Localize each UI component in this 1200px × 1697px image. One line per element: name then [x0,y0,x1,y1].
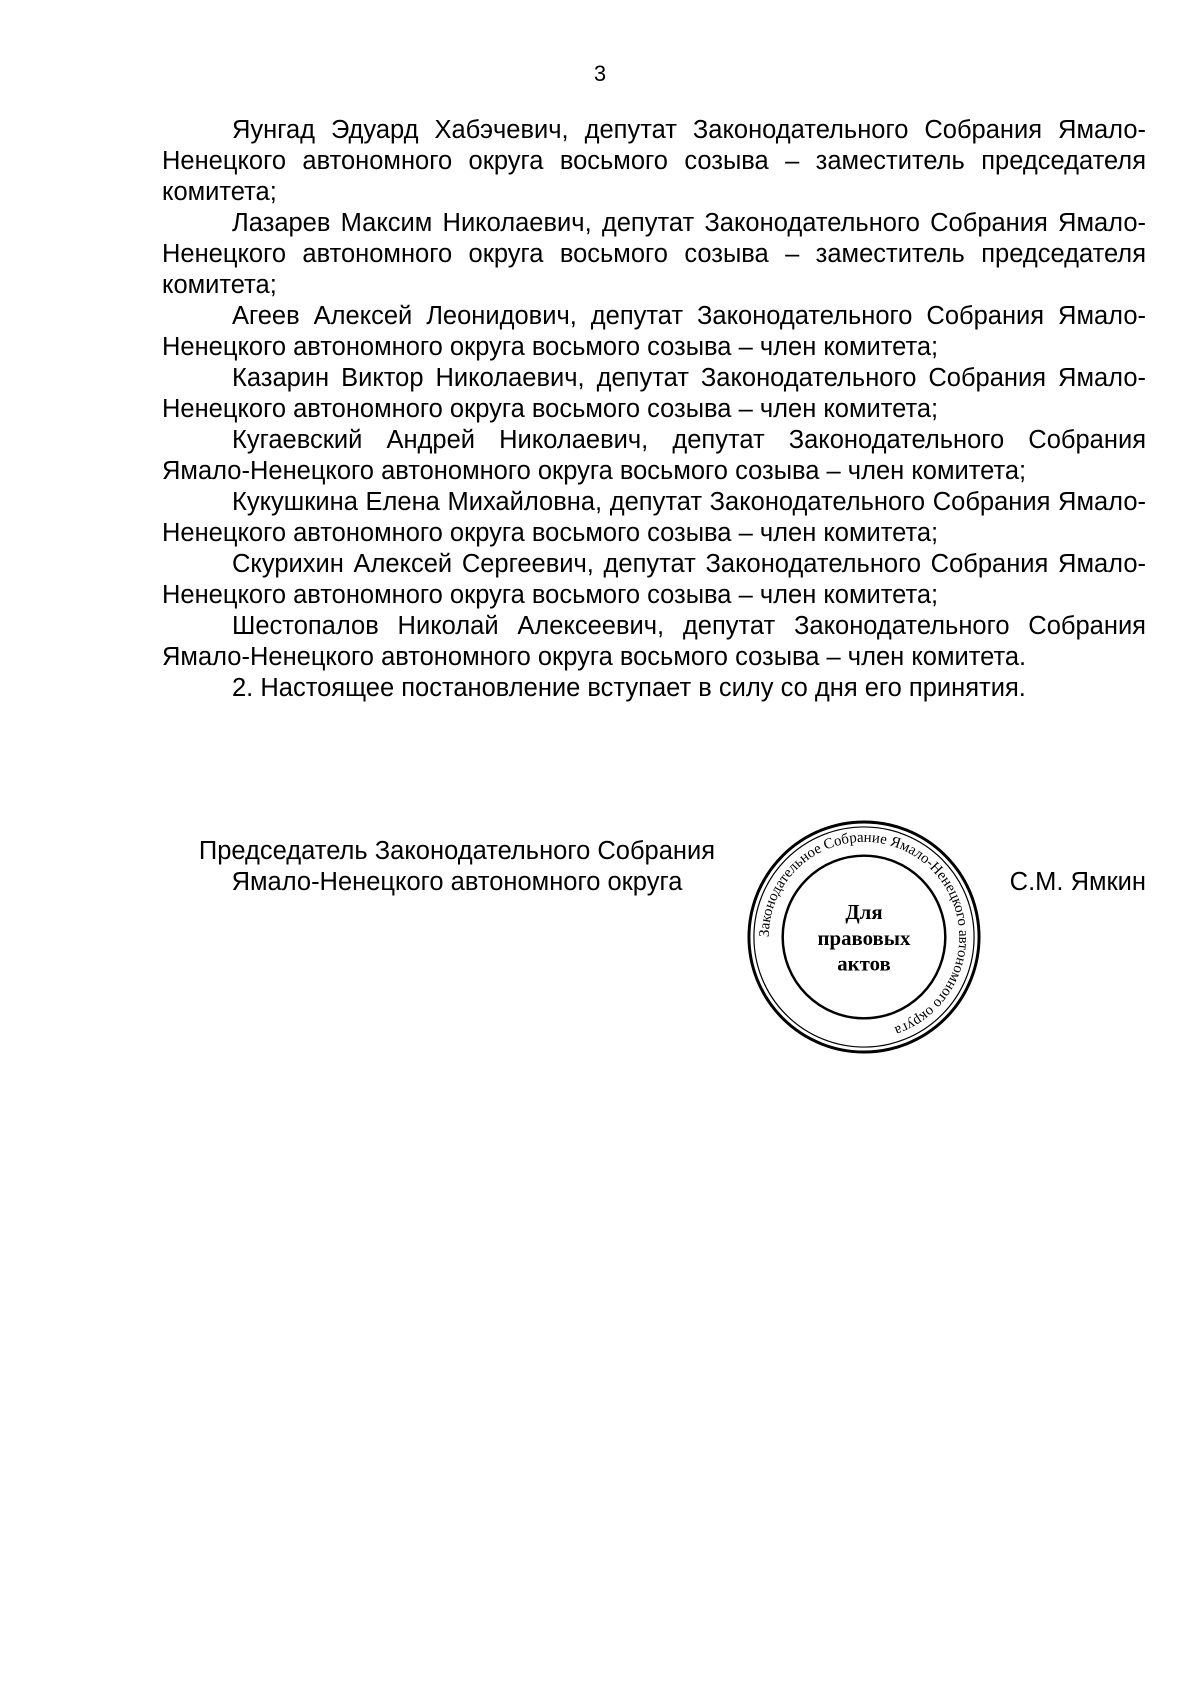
signature-block [162,836,1146,906]
document-body [162,115,1146,704]
member-paragraph: Лазарев Максим Николаевич, депутат Законодательного Собрания Ямало-Ненецкого автономного округа восьмого созыва – заместитель председателя комитета; [162,209,1146,299]
member-paragraph: Казарин Виктор Николаевич, депутат Законодательного Собрания Ямало-Ненецкого автономного округа восьмого созыва – член комитета; [162,364,1146,423]
official-seal [745,818,983,1056]
seal-center-line: актов [837,951,891,976]
seal-center-line: правовых [817,925,911,950]
signatory-title [162,836,752,898]
effective-date-clause: 2. Настоящее постановление вступает в силу со дня его принятия. [232,674,1026,702]
member-paragraph: Кугаевский Андрей Николаевич, депутат Законодательного Собрания Ямало-Ненецкого автономного округа восьмого созыва – член комитета; [162,426,1146,485]
signatory-title-line: Ямало-Ненецкого автономного округа [231,868,683,896]
signatory-title-line: Председатель Законодательного Собрания [198,837,716,865]
member-paragraph: Кукушкина Елена Михайловна, депутат Законодательного Собрания Ямало-Ненецкого автономного округа восьмого созыва – член комитета; [162,488,1146,547]
signatory-name: С.М. Ямкин [1009,868,1146,896]
member-paragraph: Скурихин Алексей Сергеевич, депутат Законодательного Собрания Ямало-Ненецкого автономного округа восьмого созыва – член комитета; [162,550,1146,609]
seal-ring-text-path: Законодательное Собрание Ямало-Ненецкого автономного округа [756,829,972,1039]
page-number: 3 [593,61,607,86]
seal-center-line: Для [845,900,883,925]
member-paragraph: Яунгад Эдуард Хабэчевич, депутат Законодательного Собрания Ямало-Ненецкого автономного округа восьмого созыва – заместитель председателя комитета; [162,116,1146,206]
member-paragraph: Агеев Алексей Леонидович, депутат Законодательного Собрания Ямало-Ненецкого автономного округа восьмого созыва – член комитета; [162,302,1146,361]
member-paragraph: Шестопалов Николай Алексеевич, депутат Законодательного Собрания Ямало-Ненецкого автономного округа восьмого созыва – член комитета. [162,612,1146,671]
